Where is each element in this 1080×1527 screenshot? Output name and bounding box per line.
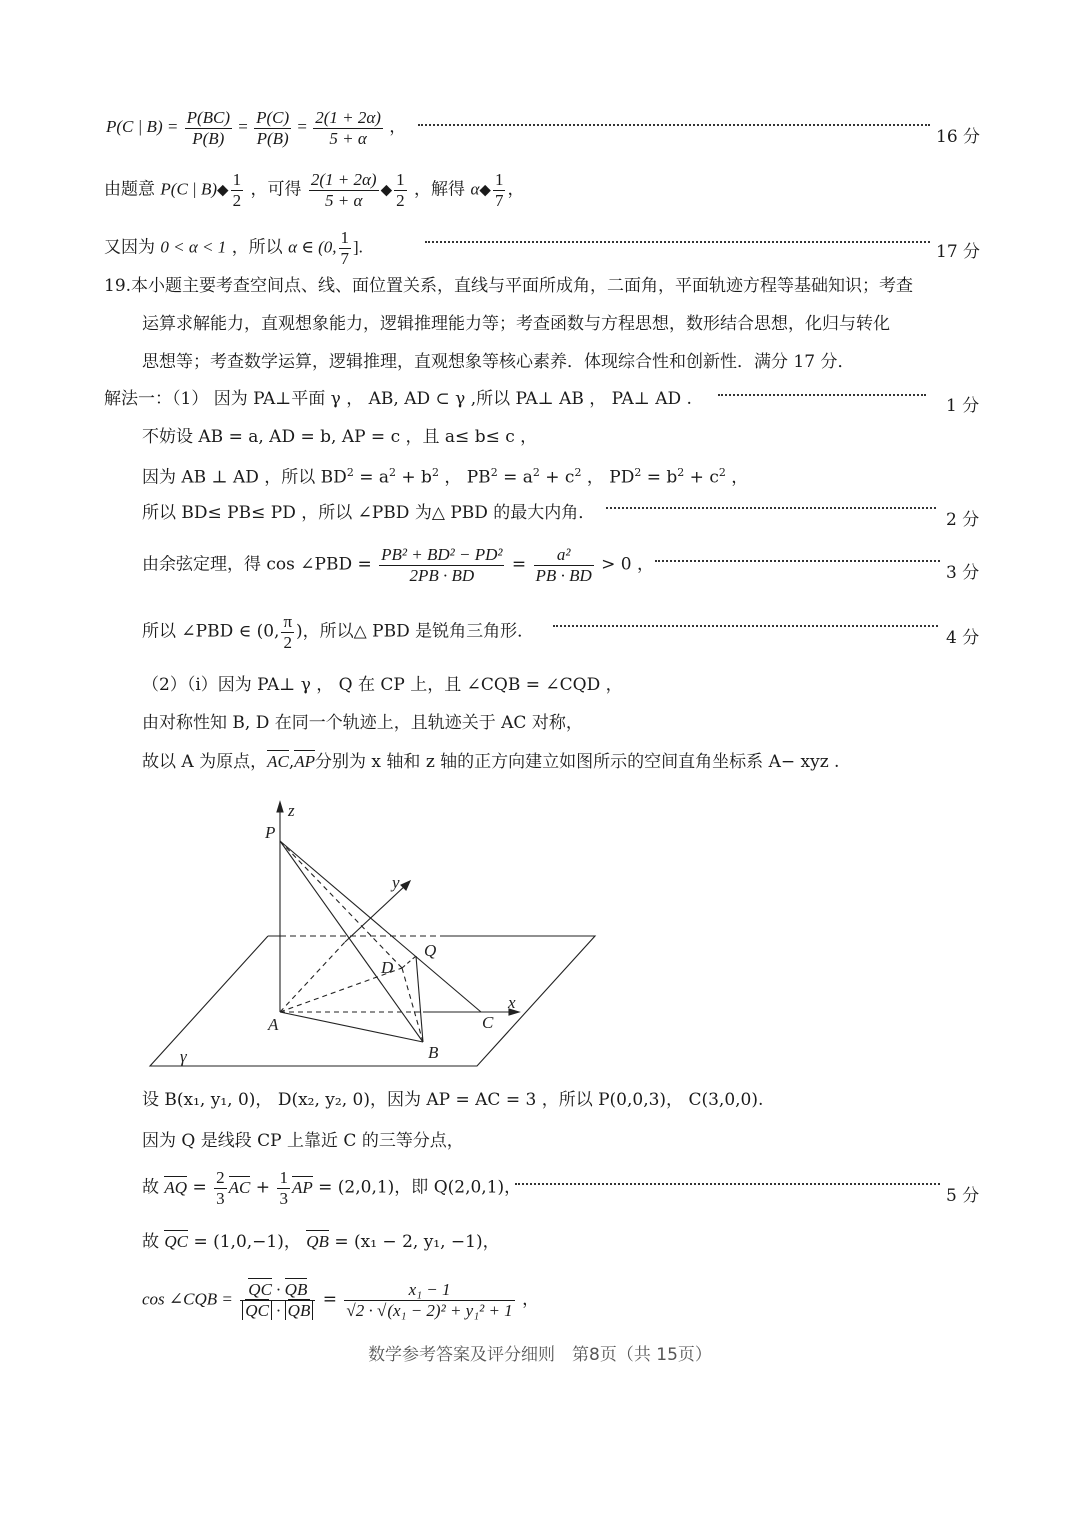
solution-part1-line3: [142, 467, 748, 487]
text: ， PB: [438, 467, 491, 488]
question-19-intro-line3: 思想等；考查数学运算，逻辑推理，直观想象等核心素养．体现综合性和创新性．满分 17 分．: [142, 352, 855, 372]
acute-triangle-line: [142, 612, 534, 652]
text: = (2,0,1)，即 Q(2,0,1)，: [318, 1177, 522, 1198]
question-19-intro-line1: 19.本小题主要考查空间点、线、面位置关系，直线与平面所成角，二面角，平面轨迹方程等基础知识；考查: [104, 276, 914, 296]
text: ，: [522, 1289, 540, 1310]
numerator: P(C): [256, 108, 290, 127]
expression: P(C | B): [160, 179, 218, 199]
denominator: 2: [396, 190, 405, 210]
numerator: 1: [494, 170, 504, 189]
label-gamma: γ: [180, 1047, 187, 1066]
text: ，解得: [414, 179, 466, 200]
score-label: 16 分: [936, 127, 981, 147]
coordinates-line: 设 B(x₁, y₁, 0)， D(x₂, y₂, 0)，因为 AP = AC = 3 ，所以 P(0,0,3)， C(3,0,0).: [142, 1090, 764, 1110]
alpha: α: [470, 179, 480, 199]
denominator: 3: [216, 1188, 225, 1208]
score-label: 2 分: [946, 510, 980, 530]
text: 由余弦定理，得 cos ∠PBD =: [142, 554, 372, 575]
text: √2 ·: [346, 1300, 377, 1320]
punctuation: ，: [389, 116, 407, 136]
numerator: 2: [216, 1168, 225, 1187]
text: =: [192, 1177, 207, 1198]
denominator: 2PB · BD: [409, 565, 475, 585]
text: + b: [396, 467, 432, 488]
text: > 0 ，: [601, 554, 655, 575]
fraction: [254, 108, 291, 148]
set-expression: α ∈ (0,: [288, 237, 337, 257]
solution-part1-line2: 不妨设 AB = a, AD = b, AP = c ，且 a≤ b≤ c ，: [142, 427, 538, 447]
text: ，可得: [250, 179, 302, 200]
vector-qc: QC: [245, 1300, 269, 1320]
text: = a: [353, 467, 389, 488]
denominator: [240, 1301, 315, 1321]
label-q: Q: [424, 941, 437, 960]
denominator: 5 + α: [325, 190, 363, 210]
page-footer: 数学参考答案及评分细则 第8页（共 15页）: [368, 1345, 712, 1365]
superscript: 2: [532, 466, 540, 479]
text: = b: [641, 467, 678, 488]
text: =: [322, 1289, 337, 1310]
fraction: [185, 108, 232, 148]
numerator: x₁ − 1: [344, 1280, 514, 1301]
text: =: [511, 554, 527, 575]
text: ，: [725, 467, 749, 488]
numerator: 1: [340, 228, 350, 247]
denominator: P(B): [256, 128, 289, 148]
numerator: PB² + BD² − PD²: [381, 545, 503, 564]
vector-qc-qb-line: [142, 1233, 500, 1251]
fraction: [313, 108, 383, 148]
solution-part1-line4: 所以 BD≤ PB≤ PD ，所以 ∠PBD 为△ PBD 的最大内角．: [142, 503, 596, 523]
text: ，所以: [231, 237, 283, 258]
text: 又因为: [104, 237, 155, 258]
text: = (x₁ − 2, y₁, −1)，: [334, 1232, 500, 1252]
formula-lhs: P(C | B) =: [106, 116, 179, 136]
denominator: 3: [279, 1188, 288, 1208]
3d-coordinate-figure: [140, 790, 610, 1080]
denominator: 7: [340, 248, 350, 268]
vector-qb: QB: [287, 1300, 311, 1320]
text: ·: [271, 1280, 285, 1299]
fraction: [534, 545, 594, 585]
question-19-intro-line2: 运算求解能力，直观想象能力，逻辑推理能力等；考查函数与方程思想，数形结合思想，化归与转化: [142, 314, 890, 334]
label-y: y: [392, 873, 400, 892]
dotted-leader: [606, 507, 936, 509]
text: = (1,0,−1)，: [193, 1232, 301, 1252]
text: 分别为 x 轴和 z 轴的正方向建立如图所示的空间直角坐标系 A− xyz .: [315, 752, 840, 772]
numerator: 2(1 + 2α): [310, 170, 377, 189]
condition-line: [104, 170, 524, 210]
vector-qc: QC: [164, 1232, 189, 1251]
fraction: [394, 170, 407, 210]
fraction: [214, 1168, 227, 1208]
text: ·: [271, 1300, 285, 1320]
superscript: 2: [718, 466, 726, 479]
fraction: [339, 228, 352, 268]
label-x: x: [508, 993, 516, 1012]
vector-qb: QB: [284, 1280, 308, 1299]
fraction: [281, 612, 294, 652]
dotted-leader: [655, 560, 940, 562]
label-p: P: [265, 823, 276, 842]
solution-part2-line2: 由对称性知 B, D 在同一个轨迹上，且轨迹关于 AC 对称，: [142, 713, 583, 733]
vector-ac: AC: [228, 1177, 251, 1197]
text: )，所以△ PBD 是锐角三角形．: [296, 621, 535, 642]
numerator: P(BC): [186, 108, 231, 127]
dotted-leader: [718, 394, 926, 396]
vector-qb: QB: [306, 1232, 329, 1251]
label-d: D: [381, 958, 394, 977]
label-a: A: [268, 1015, 279, 1034]
score-label: 5 分: [946, 1186, 980, 1206]
text: 因为 AB ⊥ AD ，所以 BD: [142, 467, 347, 488]
fraction: [309, 170, 379, 210]
unknown-glyph-icon: ◆: [217, 180, 229, 199]
denominator: P(B): [192, 128, 225, 148]
solution-part2-line1: （2）（i）因为 PA⊥ γ ， Q 在 CP 上，且 ∠CQB = ∠CQD ，: [142, 675, 623, 695]
text: = a: [497, 467, 533, 488]
text: 故: [142, 1177, 159, 1198]
text: +: [255, 1177, 271, 1198]
superscript: 2: [346, 466, 354, 479]
superscript: 2: [431, 466, 439, 479]
fraction: [277, 1168, 290, 1208]
plane-gamma: [150, 936, 595, 1066]
unknown-glyph-icon: ◆: [380, 180, 393, 199]
label-z: z: [288, 801, 295, 820]
text: 所以 ∠PBD ∈ (0,: [142, 621, 280, 642]
text: ].: [353, 237, 363, 257]
vector-aq-line: [142, 1168, 521, 1208]
superscript: 2: [677, 466, 685, 479]
alpha-range-line: [104, 228, 363, 268]
superscript: 2: [634, 466, 642, 479]
superscript: 2: [389, 466, 396, 479]
vector-ap: AP: [294, 752, 316, 771]
unknown-glyph-icon: ◆: [479, 180, 491, 199]
fraction: [379, 545, 504, 585]
superscript: 2: [574, 466, 582, 479]
text: ， PD: [581, 467, 635, 488]
conditional-probability-formula: P(C | B) = $\frac{P(BC)}{P(B)}$ = $\frac{P(C)}{P(B)}$ = $\frac{2(1 + 2\alpha)}{5 + \alpha}$ ，: [106, 108, 407, 148]
score-label: 3 分: [946, 563, 980, 583]
dotted-leader: [553, 625, 938, 627]
text: + c: [539, 467, 575, 488]
denominator: PB · BD: [535, 565, 592, 585]
punctuation: ，: [507, 179, 525, 200]
score-label: 4 分: [946, 628, 980, 648]
radicand: (x₁ − 2)² + y₁² + 1: [387, 1300, 513, 1320]
text: + c: [684, 467, 719, 488]
dotted-leader: [425, 241, 930, 243]
solution-part1-line1: 解法一：（1） 因为 PA⊥平面 γ ， AB, AD ⊂ γ ,所以 PA⊥ AB ， PA⊥ AD .: [104, 389, 692, 409]
fraction: [231, 170, 244, 210]
denominator: 5 + α: [329, 128, 367, 148]
cos-cqb-line: [142, 1280, 539, 1320]
numerator: π: [283, 612, 293, 631]
score-label: 1 分: [946, 396, 980, 416]
superscript: 2: [490, 466, 498, 479]
denominator: 2: [283, 632, 292, 652]
cosine-law-line: [142, 545, 654, 585]
label-b: B: [428, 1043, 439, 1062]
text: 故以 A 为原点，: [142, 752, 268, 772]
text: 由题意: [104, 179, 155, 200]
text: 故: [142, 1232, 159, 1252]
numerator: 1: [232, 170, 242, 189]
dotted-leader: [418, 124, 930, 126]
numerator: 1: [396, 170, 405, 189]
vector-aq: AQ: [164, 1177, 188, 1197]
fraction: [493, 170, 506, 210]
label-c: C: [482, 1013, 494, 1032]
numerator: a²: [534, 545, 594, 566]
inequality: 0 < α < 1: [160, 237, 227, 257]
vector-qc: QC: [248, 1280, 272, 1299]
solution-part2-line3: [142, 753, 839, 771]
dotted-leader: [515, 1183, 940, 1185]
vector-ap: AP: [291, 1177, 313, 1197]
numerator: 2(1 + 2α): [315, 108, 381, 127]
denominator: 7: [494, 190, 504, 210]
vector-ac: AC: [267, 752, 289, 771]
trisection-line: 因为 Q 是线段 CP 上靠近 C 的三等分点，: [142, 1131, 464, 1151]
text: cos ∠CQB =: [142, 1289, 233, 1309]
score-label: 17 分: [936, 242, 981, 262]
text: ,: [288, 752, 295, 772]
denominator: √2 · √(x₁ − 2)² + y₁² + 1: [346, 1300, 513, 1320]
numerator: [240, 1280, 315, 1301]
fraction: [344, 1280, 514, 1320]
denominator: 2: [232, 190, 242, 210]
fraction: [240, 1280, 315, 1320]
numerator: 1: [279, 1168, 288, 1187]
